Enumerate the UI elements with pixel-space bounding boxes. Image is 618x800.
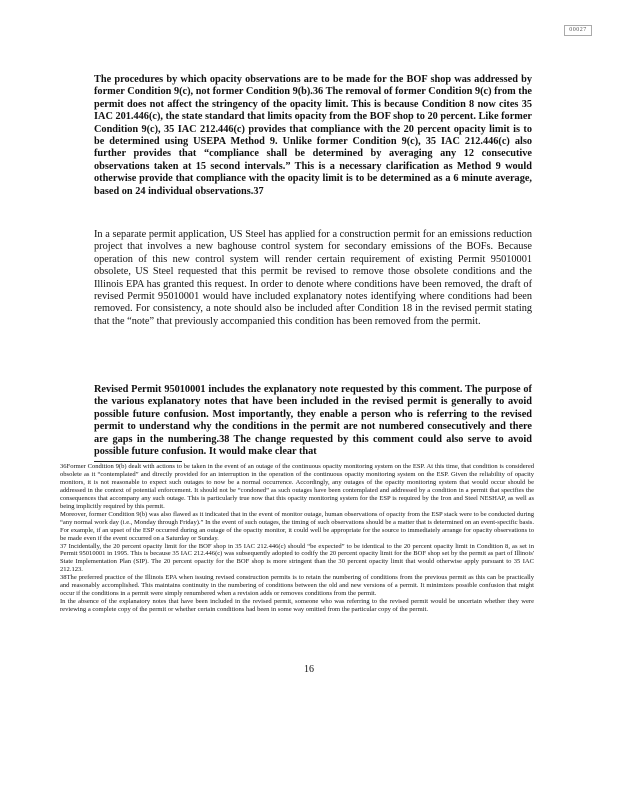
page-number: 16	[304, 664, 314, 675]
footnote-38-continued: In the absence of the explanatory notes that have been included in the revised permit, someone who was referring to the revised permit would be uncertain whether they were reviewing a complete copy of the permit or whether certain conditions had been in some way omitted from the particular copy of the permit.	[60, 598, 534, 614]
paragraph-3: Revised Permit 95010001 includes the explanatory note requested by this comment. The purpose of the various explanatory notes that have been included in the revised permit is generally to avoid possible future confusion. Most importantly, they enable a person who is referring to the revised permit to understand why the conditions in the permit are not numbered consecutively and there are gaps in the numbering.38 The change requested by this comment could also serve to avoid possible future confusion. It would make clear that	[94, 384, 532, 458]
footnote-36: 36Former Condition 9(b) dealt with actions to be taken in the event of an outage of the continuous opacity monitoring system on the ESP. At this time, that condition is considered obsolete as it “contemplated” and directly provided for an interruption in the operation of the continuous opacity monitoring system on the ESP. Given the reliability of opacity monitors, it is not reasonable to expect such outages to now be a normal occurrence. Accordingly, any outages of the opacity monitoring system that would occur should be addressed in the context of potential enforcement. It should not be “condoned” as such outages have been contemplated and addressed by a condition in a permit that specifies the consequences that accompany any such outage. This is particularly true now that this opacity monitoring system for the ESP is required by the Iron and Steel NESHAP, as well as being implicitly required by this permit.	[60, 463, 534, 510]
paragraph-1: The procedures by which opacity observations are to be made for the BOF shop was addressed by former Condition 9(c), not former Condition 9(b).36 The removal of former Condition 9(c) from the permit does not affect the stringency of the opacity limit. This is because Condition 8 now cites 35 IAC 201.446(c), the state standard that limits opacity from the BOF shop to 20 percent. Like former Condition 9(c), 35 IAC 212.446(c) provides that compliance with the 20 percent opacity limit is to be determined using USEPA Method 9. Unlike former Condition 9(c), 35 IAC 212.446(c) also further provides that “compliance shall be determined by averaging any 12 consecutive observations taken at 15 second intervals.” This is a necessary clarification as Method 9 would otherwise provide that compliance with the opacity limit is to be determined as a 6 minute average, based on 24 individual observations.37	[94, 74, 532, 197]
footnote-separator	[94, 461, 182, 462]
footnote-36-continued: Moreover, former Condition 9(b) was also flawed as it indicated that in the event of monitor outage, human observations of opacity from the ESP stack were to be conducted during “any normal work day (i.e., Monday through Friday).” In the event of such outages, the timing of such observations should be a matter that is determined on an event-specific basis. For example, if an upset of the ESP occurred during an outage of the opacity monitor, it could well be appropriate for the source to immediately arrange for opacity observations to be made even if the event occurred on a Saturday or Sunday.	[60, 510, 534, 542]
paragraph-2: In a separate permit application, US Steel has applied for a construction permit for an emissions reduction project that involves a new baghouse control system for secondary emissions of the BOFs. Because operation of this new control system will render certain requirement of existing Permit 95010001 obsolete, US Steel requested that this permit be revised to remove those obsolete conditions and the Illinois EPA has granted this request. In order to denote where conditions have been removed, the draft of revised Permit 95010001 would have included explanatory notes identifying where conditions had been removed. For consistency, a note should also be included after Condition 18 in the revised permit stating that the “note” that previously accompanied this condition has been removed from the permit.	[94, 229, 532, 327]
footnote-38: 38The preferred practice of the Illinois EPA when issuing revised construction permits is to retain the numbering of conditions from the previous permit as this can be practically and reasonably accomplished. This maintains continuity in the numbering of conditions between the old and new versions of a permit. It minimizes possible confusion that might occur if the conditions in a permit were simply renumbered when a revision adds or removes conditions from the permit.	[60, 574, 534, 598]
footnote-37: 37 Incidentally, the 20 percent opacity limit for the BOF shop in 35 IAC 212.446(c) should “be expected” to be identical to the 20 percent opacity limit in Condition 8, as set in Permit 95010001 in 1995. This is because 35 IAC 212.446(c) was subsequently adopted to codify the 20 percent opacity limit for the BOF shop set by the permit as part of Illinois' State Implementation Plan (SIP). The 20 percent opacity for the BOF shop is more stringent than the 30 percent opacity limit that would otherwise apply pursuant to 35 IAC 212.123.	[60, 542, 534, 574]
page-stamp: 00027	[564, 25, 592, 36]
footnotes	[60, 463, 534, 614]
